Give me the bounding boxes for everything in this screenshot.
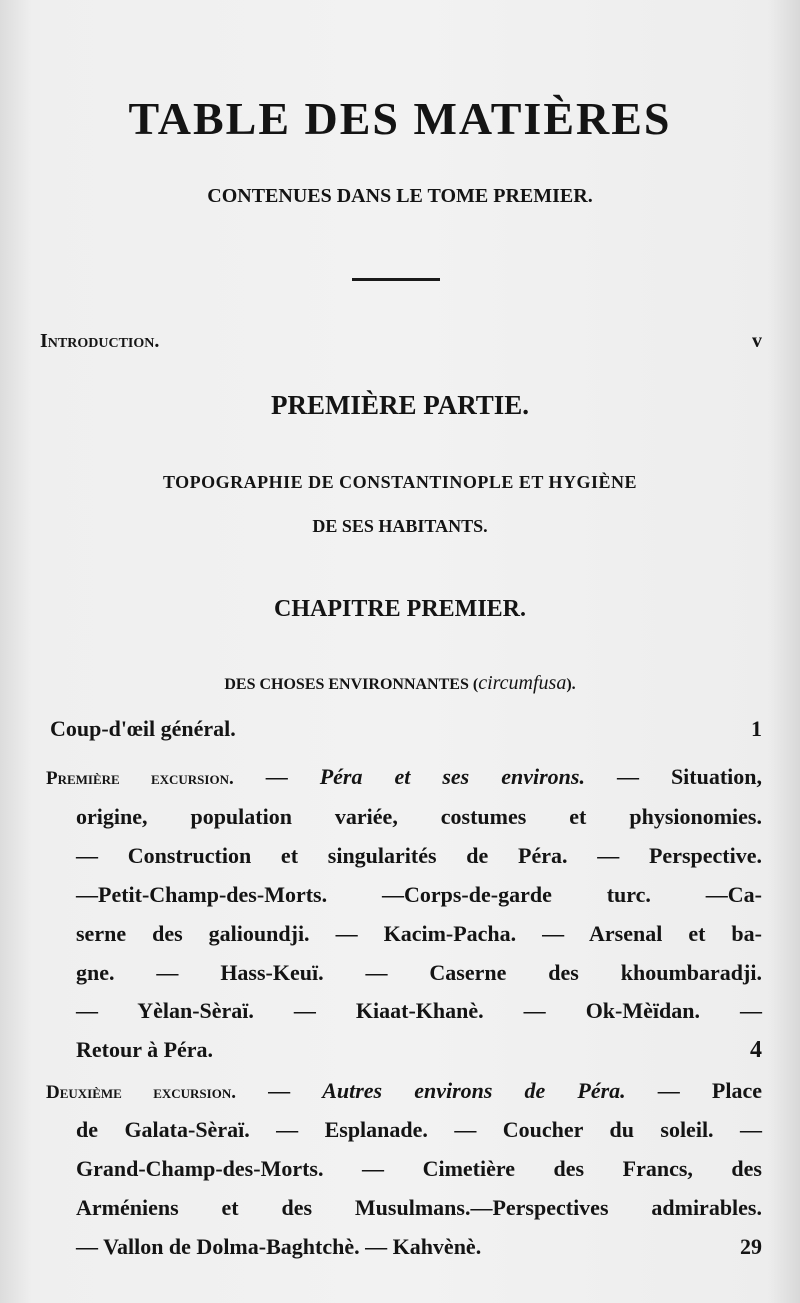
entry-last-line: [76, 1037, 762, 1064]
entry-line: gne. — Hass-Keuï. — Caserne des khoumbaradji.: [76, 960, 762, 985]
entry-page: 29: [740, 1234, 762, 1259]
entry-line: —Petit-Champ-des-Morts. —Corps-de-garde turc. —Ca-: [76, 882, 762, 907]
entry-title: Péra et ses environs.: [319, 764, 585, 789]
toc-entry-deuxieme-excursion[interactable]: Deuxième excursion. — Autres environs de Péra. — Place: [46, 1078, 762, 1103]
section-title-line2: DE SES HABITANTS.: [312, 516, 488, 536]
entry-heading: Première excursion.: [46, 768, 234, 789]
entry-line: — Construction et singularités de Péra. — Perspective.: [76, 843, 762, 868]
entry-page: v: [752, 330, 762, 352]
entry-line: origine, population variée, costumes et physionomies.: [76, 804, 762, 829]
divider-rule: [352, 278, 440, 281]
entry-line: serne des galioundji. — Kacim-Pacha. — Arsenal et ba-: [76, 921, 762, 946]
toc-entry-introduction[interactable]: [40, 330, 762, 353]
entry-line: Retour à Péra.: [76, 1037, 214, 1062]
entry-page: 1: [751, 716, 762, 741]
page-title: TABLE DES MATIÈRES: [128, 93, 672, 144]
chapter-subtitle-prefix: DES CHOSES ENVIRONNANTES (: [224, 676, 479, 693]
chapter-subtitle-latin: circumfusa: [478, 672, 567, 694]
entry-line: Arméniens et des Musulmans.—Perspectives admirables.: [76, 1195, 762, 1220]
entry-line: Grand-Champ-des-Morts. — Cimetière des Francs, des: [76, 1156, 762, 1181]
toc-entry-premiere-excursion[interactable]: Première excursion. — Péra et ses environs. — Situation,: [46, 764, 763, 789]
entry-line1-rest: — Place: [657, 1078, 762, 1103]
section-title-line1: TOPOGRAPHIE DE CONSTANTINOPLE ET HYGIÈNE: [162, 472, 638, 492]
entry-line: — Yèlan-Sèraï. — Kiaat-Khanè. — Ok-Mèïdan. —: [76, 998, 762, 1023]
entry-line1-rest: — Situation,: [616, 764, 763, 789]
entry-page: 4: [750, 1037, 762, 1063]
chapter-subtitle-suffix: ).: [566, 676, 576, 693]
entry-heading: Deuxième excursion.: [46, 1082, 236, 1103]
entry-title: Autres environs de Péra.: [322, 1078, 626, 1103]
entry-label: Introduction.: [40, 330, 160, 352]
page-subtitle: CONTENUES DANS LE TOME PREMIER.: [207, 185, 593, 207]
entry-line: de Galata-Sèraï. — Esplanade. — Coucher du soleil. —: [76, 1117, 762, 1142]
chapter-title: CHAPITRE PREMIER.: [273, 596, 526, 622]
entry-last-line: [76, 1234, 762, 1260]
toc-entry-coup-doeil[interactable]: [50, 716, 762, 742]
part-title: PREMIÈRE PARTIE.: [270, 390, 530, 420]
entry-label: Coup-d'œil général.: [50, 716, 236, 741]
entry-line: — Vallon de Dolma-Baghtchè. — Kahvènè.: [76, 1234, 482, 1259]
chapter-subtitle: [0, 672, 800, 695]
